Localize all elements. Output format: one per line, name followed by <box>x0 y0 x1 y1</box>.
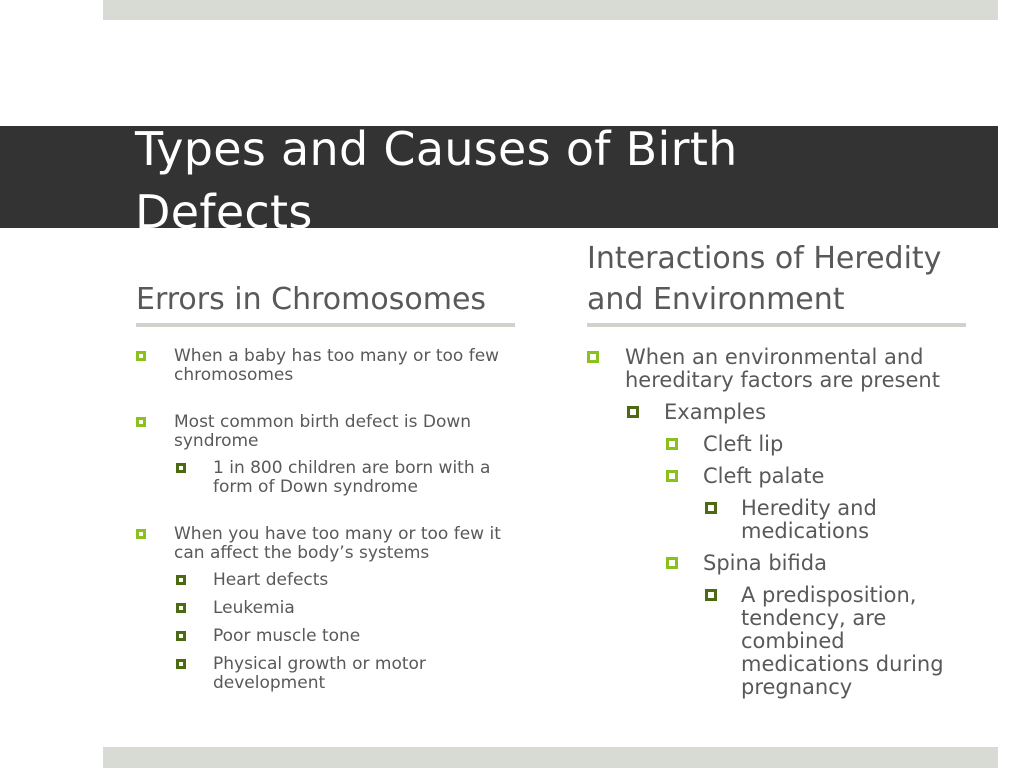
square-bullet-icon <box>666 470 678 482</box>
bullet-item <box>587 584 951 699</box>
square-bullet-icon <box>705 502 717 514</box>
left-column-heading: Errors in Chromosomes <box>136 282 487 317</box>
bullet-item <box>136 525 504 563</box>
square-bullet-icon <box>176 575 186 585</box>
bullet-item <box>587 346 982 392</box>
top-band <box>103 0 998 20</box>
square-bullet-icon <box>666 438 678 450</box>
bottom-band <box>103 747 998 768</box>
bullet-text: 1 in 800 children are born with a form of Down syndrome <box>213 458 491 497</box>
square-bullet-icon <box>176 603 186 613</box>
bullet-item <box>136 599 516 618</box>
square-bullet-icon <box>176 463 186 473</box>
slide-title: Types and Causes of Birth Defects <box>135 122 738 239</box>
bullet-item <box>587 497 921 543</box>
bullet-text: Most common birth defect is Down syndrome <box>174 412 472 451</box>
square-bullet-icon <box>136 417 146 427</box>
bullet-text: Poor muscle tone <box>213 626 361 646</box>
bullet-item <box>587 401 982 424</box>
left-bullet-list <box>136 347 516 693</box>
bullet-item <box>136 347 516 385</box>
bullet-text: A predisposition, tendency, are combined medications during pregnancy <box>741 583 944 699</box>
bullet-text: Leukemia <box>213 598 295 618</box>
square-bullet-icon <box>136 529 146 539</box>
bullet-text: When a baby has too many or too few chromosomes <box>174 346 500 385</box>
bullet-text: Examples <box>664 400 767 424</box>
square-bullet-icon <box>666 557 678 569</box>
bullet-item <box>136 413 516 451</box>
square-bullet-icon <box>627 406 639 418</box>
right-heading-rule <box>587 323 966 327</box>
square-bullet-icon <box>136 351 146 361</box>
bullet-item <box>136 627 516 646</box>
bullet-item <box>136 655 473 693</box>
bullet-text: Cleft palate <box>703 464 825 488</box>
square-bullet-icon <box>176 631 186 641</box>
right-column-heading: Interactions of Heredity and Environment <box>587 241 942 317</box>
bullet-text: When an environmental and hereditary factors are present <box>625 345 940 392</box>
bullet-item <box>587 433 982 456</box>
bullet-item <box>587 465 982 488</box>
bullet-item <box>136 571 516 590</box>
bullet-item <box>587 552 982 575</box>
left-heading-rule <box>136 323 515 327</box>
bullet-text: Physical growth or motor development <box>213 654 426 693</box>
bullet-text: When you have too many or too few it can affect the body’s systems <box>174 524 501 563</box>
square-bullet-icon <box>176 659 186 669</box>
bullet-item <box>136 459 516 497</box>
bullet-text: Heredity and medications <box>741 496 877 543</box>
bullet-text: Spina bifida <box>703 551 827 575</box>
square-bullet-icon <box>587 351 599 363</box>
square-bullet-icon <box>705 589 717 601</box>
bullet-text: Heart defects <box>213 570 329 590</box>
right-bullet-list <box>587 346 982 699</box>
bullet-text: Cleft lip <box>703 432 784 456</box>
